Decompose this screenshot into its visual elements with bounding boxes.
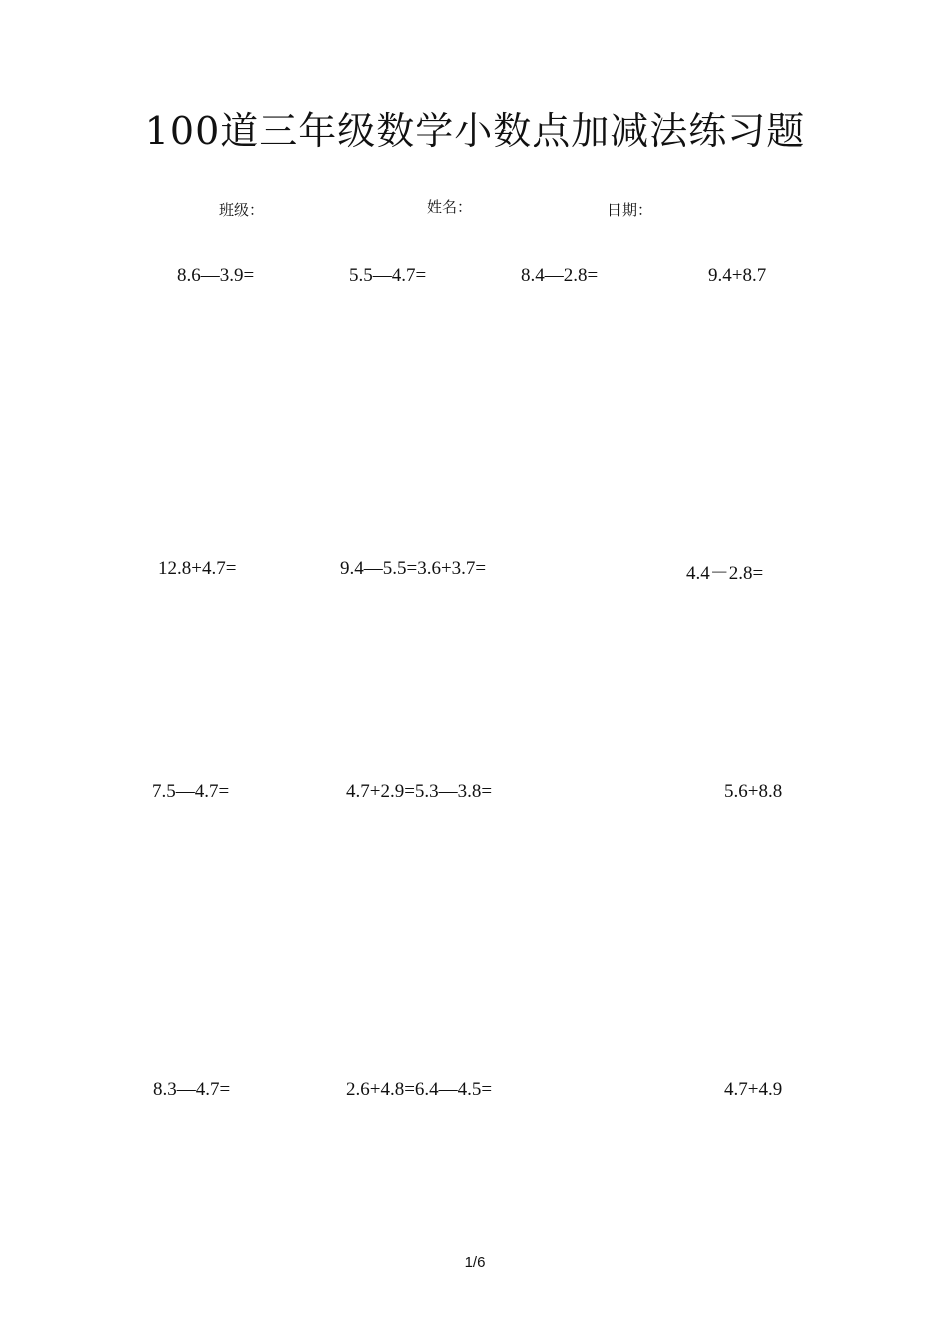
- page-title: 100道三年级数学小数点加减法练习题: [144, 109, 806, 153]
- problem-r3-c2: 4.7+2.9=5.3—3.8=: [346, 781, 493, 802]
- page-number: 1/6: [464, 1254, 486, 1271]
- problem-r2-c3: 4.4－2.8=: [686, 563, 764, 584]
- class-label: 班级：: [219, 201, 265, 219]
- problem-r4-c2: 2.6+4.8=6.4—4.5=: [346, 1079, 493, 1100]
- problem-r1-c3: 8.4—2.8=: [521, 265, 599, 286]
- problem-r1-c4: 9.4+8.7: [708, 265, 767, 286]
- date-label: 日期：: [607, 201, 653, 219]
- name-label: 姓名：: [427, 198, 473, 216]
- problem-r2-c1: 12.8+4.7=: [158, 558, 237, 579]
- problem-r3-c1: 7.5—4.7=: [152, 781, 230, 802]
- problem-r2-c2: 9.4—5.5=3.6+3.7=: [340, 558, 487, 579]
- problem-r4-c1: 8.3—4.7=: [153, 1079, 231, 1100]
- problem-r3-c3: 5.6+8.8: [724, 781, 783, 802]
- problem-r4-c3: 4.7+4.9: [724, 1079, 783, 1100]
- problem-r1-c2: 5.5—4.7=: [349, 265, 427, 286]
- problem-r1-c1: 8.6—3.9=: [177, 265, 255, 286]
